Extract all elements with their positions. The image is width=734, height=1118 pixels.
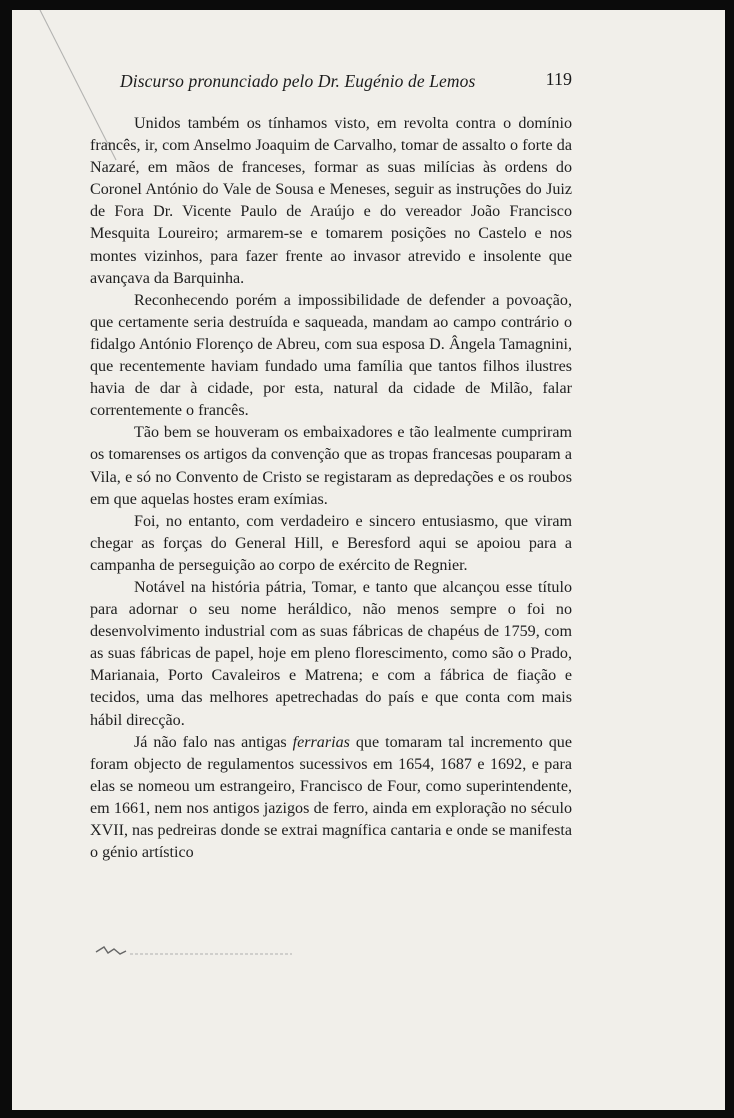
book-page	[12, 10, 725, 1110]
paragraph-6-rest: que tomaram tal incremento que foram objecto de regulamentos sucessivos em 1654, 1687 e 1692, e para elas se nomeou um estrangeiro, Francisco de Four, como superintendente, em 1661, nem nos antigos jazigos de ferro, ainda em exploração no século XVII, nas pedreiras donde se extrai magnífica cantaria e onde se manifesta o génio artístico	[90, 733, 572, 862]
body-text	[90, 113, 572, 864]
paragraph-6	[90, 732, 572, 865]
paragraph-4: Foi, no entanto, com verdadeiro e sincero entusiasmo, que viram chegar as forças do General Hill, e Beresford aqui se apoiou para a campanha de perseguição ao corpo de exército de Regnier.	[90, 512, 572, 574]
emphasis-ferrarias: ferrarias	[292, 733, 350, 751]
running-head	[120, 66, 572, 94]
paragraph-2: Reconhecendo porém a impossibilidade de defender a povoação, que certamente seria destruída e saqueada, mandam ao campo contrário o fidalgo António Florenço de Abreu, com sua esposa D. Ângela Tamagnini, que recentemente haviam fundado uma família que tantos filhos ilustres havia de dar à cidade, por esta, natural da cidade de Milão, falar correntemente o francês.	[90, 291, 572, 420]
signature-mark-rule	[94, 944, 294, 958]
paragraph-3: Tão bem se houveram os embaixadores e tão lealmente cumpriram os tomarenses os artigos da convenção que as tropas francesas pouparam a Vila, e só no Convento de Cristo se registaram as depredações e os roubos em que aquelas hostes eram exímias.	[90, 424, 572, 508]
page-number: 119	[545, 69, 572, 89]
paragraph-5: Notável na história pátria, Tomar, e tanto que alcançou esse título para adornar o seu nome heráldico, não menos sempre o foi no desenvolvimento industrial com as suas fábricas de chapéus de 1759, com as suas fábricas de papel, hoje em pleno florescimento, como são o Prado, Marianaia, Porto Cavaleiros e Matrena; e com a fábrica de fiação e tecidos, uma das melhores apetrechadas do país e que conta com mais hábil direcção.	[90, 578, 572, 729]
paragraph-6-start: Já não falo nas antigas	[134, 733, 293, 751]
paragraph-1: Unidos também os tínhamos visto, em revolta contra o domínio francês, ir, com Anselmo Joaquim de Carvalho, tomar de assalto o forte da Nazaré, em mãos de franceses, formar as suas milícias às ordens do Coronel António do Vale de Sousa e Meneses, seguir as instruções do Juiz de Fora Dr. Vicente Paulo de Araújo e do vereador João Francisco Mesquita Loureiro; armarem-se e tomarem posições no Castelo e nos montes vizinhos, para fazer frente ao invasor atrevido e insolente que avançava da Barquinha.	[90, 115, 572, 287]
running-title: Discurso pronunciado pelo Dr. Eugénio de Lemos	[120, 71, 476, 91]
